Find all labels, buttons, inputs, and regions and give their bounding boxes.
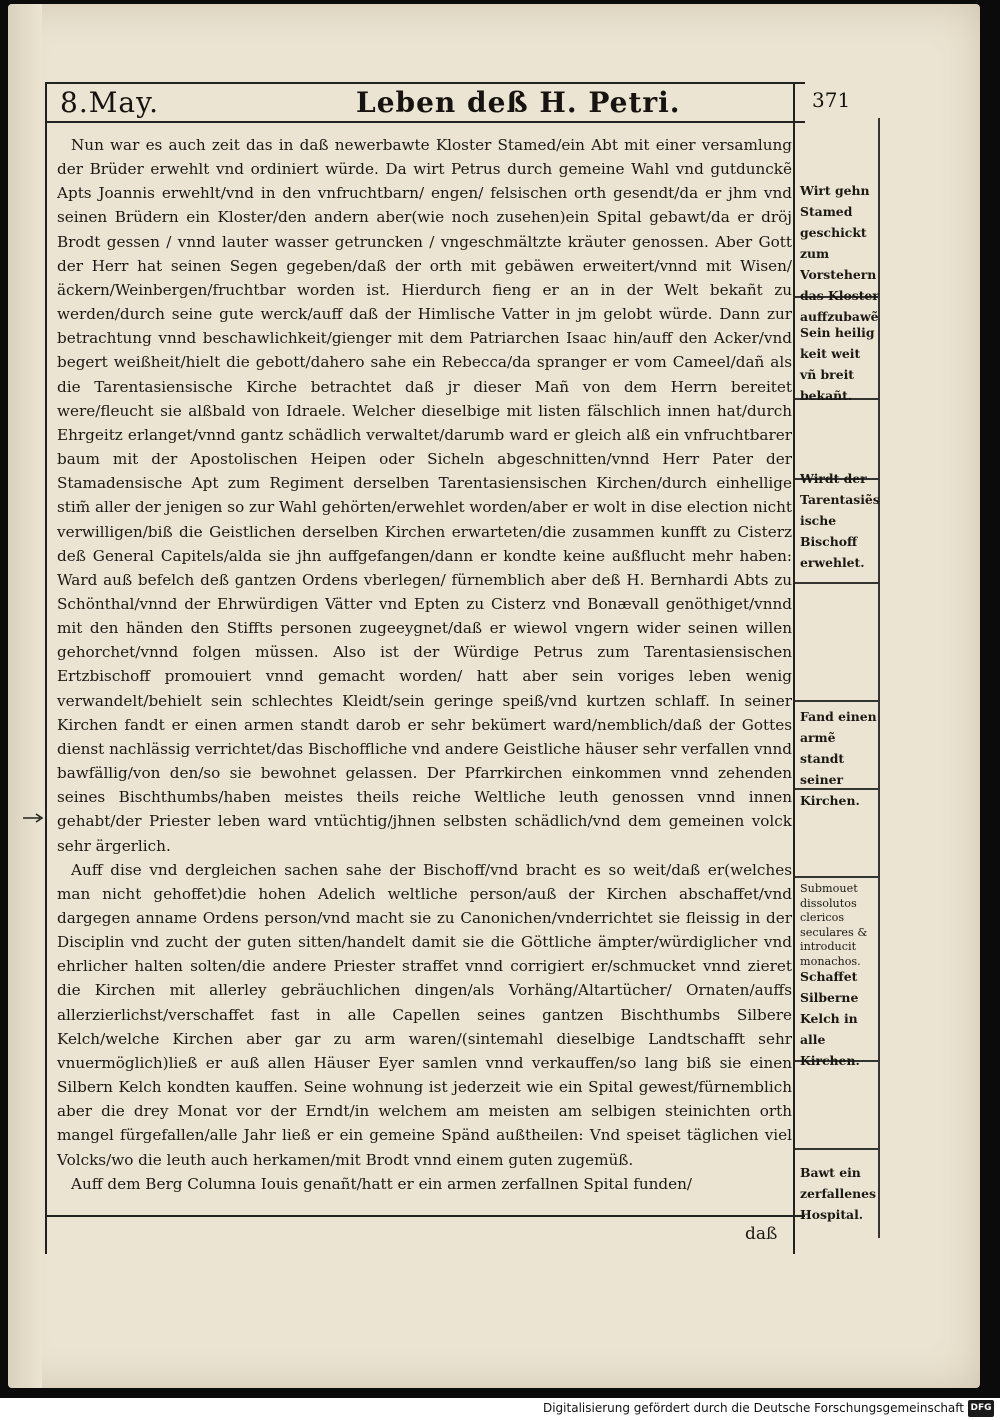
header-rule-bottom xyxy=(45,121,805,123)
dfg-logo: DFG xyxy=(968,1400,994,1417)
folio-number: 371 xyxy=(812,88,851,112)
marginal-note-latin: Submouet dissolutos clericos seculares & introducit monachos. xyxy=(800,882,868,968)
footer-bar xyxy=(0,1398,1000,1420)
marginal-note: Schaffet Silberne Kelch in alle Kirchen. xyxy=(800,969,860,1068)
page-gutter-shadow xyxy=(8,4,42,1388)
running-head-title: Leben deß H. Petri. xyxy=(356,86,681,119)
manicule-mark-icon xyxy=(22,812,46,824)
marginal-note: Wirdt der Tarentasiẽsische Bischoff erwehlet. xyxy=(800,471,880,570)
marginal-note: Wirt gehn Stamed geschickt zum Vorstehern das Kloster auffzubawẽ xyxy=(800,183,879,324)
text-frame-bottom xyxy=(45,1215,805,1217)
marginal-note: Fand einen armẽ standt seiner Kirchen. xyxy=(800,709,877,808)
catchword: daß xyxy=(745,1224,778,1244)
margin-divider xyxy=(795,876,880,878)
running-head-date: 8.May. xyxy=(60,86,160,119)
paragraph: Auff dise vnd dergleichen sachen sahe der Bischoff/vnd bracht es so weit/daß er(welches man nicht gehoffet)die hohen Adelich weltliche person/auß der Kirchen abschaffet/vnd dargegen anname Ordens person/vnd macht sie zu Canonichen/vnderrichtet sie fleissig in der Disciplin vnd zucht der guten sitten/handelt damit sie die Göttliche ämpter/würdiglicher vnd ehrlicher halten solten/die andere Priester straffet vnnd corrigiert er/schmucket vnnd zieret die Kirchen mit allerley gebräuchlichen dingen/als Vorhäng/Altartücher/ Ornaten/auffs allerzierlichst/verschaffet fast in alle Capellen seines gantzen Bischthumbs Silbere Kelch/welche Kirchen aber gar zu arm waren/(sintemahl dieselbige Landtschafft sehr vnuermöglich)ließ er auß allen Häuser Eyer samlen vnnd verkauffen/so lang biß sie einen Silbern Kelch kondten kauffen. Seine wohnung ist jederzeit wie ein Spital gewest/fürnemblich aber die drey Monat vor der Erndt/in welchem am meisten am selbigen steinichten orth mangel fürgefallen/alle Jahr ließ er ein gemeine Spänd außtheilen: Vnd speiset täglichen viel Volcks/wo die leuth auch herkamen/mit Brodt vnnd einem guten zugemüß. xyxy=(57,860,792,1169)
marginal-note: Bawt ein zerfallenes Hospital. xyxy=(800,1165,876,1222)
text-frame-right xyxy=(793,82,795,1254)
paragraph: Auff dem Berg Columna Iouis genañt/hatt er ein armen zerfallnen Spital funden/ xyxy=(71,1174,693,1193)
text-frame-left xyxy=(45,82,47,1254)
margin-divider xyxy=(795,1148,880,1150)
main-text-block xyxy=(57,133,792,1196)
marginal-note: Sein heilig keit weit vñ breit bekañt. xyxy=(800,325,875,403)
margin-divider xyxy=(795,700,880,702)
paragraph: Nun war es auch zeit das in daß newerbawte Kloster Stamed/ein Abt mit einer versamlung der Brüder erwehlt vnd ordiniert würde. Da wirt Petrus durch gemeine Wahl vnd gutdunckẽ Apts Joannis erwehlt/vnd in den vnfruchtbarn/ engen/ felsischen orth gesendt/da er jhm vnd seinen Brüdern ein Kloster/den andern aber(wie noch zusehen)ein Spital gebawt/da er dröj Brodt gessen / vnnd lauter wasser getruncken / vngeschmältzte kräuter genossen. Aber Gott der Herr hat seinen Segen gegeben/daß der orth mit gebäwen erweitert/vnnd mit Wisen/äckern/Weinbergen/fruchtbar worden ist. Hierdurch fieng er an in der Welt bekañt zu werden/durch seine gute werck/auff daß der Himlische Vatter in jm gelobt würde. Dann zur betrachtung vnnd beschawlichkeit/gienger mit dem Patriarchen Isaac hin/auff den Acker/vnd begert weißheit/hielt die gebott/dahero sahe ein Rebecca/da spranger er vom Cameel/dañ als die Tarentasiensische Kirche betrachtet daß jr dieser Mañ von dem Herrn bereitet were/fleucht sie alßbald von Idraele. Welcher dieselbige mit listen fälschlich innen hat/durch Ehrgeitz erlanget/vnnd gantz schädlich verwaltet/darumb ward er gleich alß ein vnfruchtbarer baum mit der Apostolischen Heipen oder Sicheln abgeschnitten/vnnd Herr Pater der Stamadensische Apt zum Regiment derselben Tarentasiensischen Kirchen/durch einhellige stim̃ aller der jenigen so zur Wahl gehörten/erwehlet worden/aber er wolt in dise election nicht verwilligen/biß die Geistlichen derselben Kirchen erwarteten/die zusammen kunfft zu Cisterz deß General Capitels/alda sie jhn auffgefangen/dann er kondte keine außflucht mehr haben: Ward auß befelch deß gantzen Ordens vberlegen/ fürnemblich aber deß H. Bernhardi Abts zu Schönthal/vnnd der Ehrwürdigen Vätter vnd Epten zu Cisterz vnd Bonævall genöthiget/vnnd mit den händen den Stiffts personen zugeeygnet/daß er wiewol vngern wider seinen willen gehorchet/vnnd folgen müssen. Also ist der Würdige Petrus zum Tarentasiensischen Ertzbischoff promouiert vnnd gemacht worden/ hatt aber sein voriges leben wenig verwandelt/behielt sein schlechtes Kleidt/sein geringe speiß/vnd kurtzen schlaff. In seiner Kirchen fandt er einen armen standt darob er sehr bekümert ward/nemblich/daß der Gottes dienst nachlässig verrichtet/das Bischoffliche vnd andere Geistliche häuser sehr verfallen vnnd bawfällig/von den/so sie bewohnet gelassen. Der Pfarrkirchen einkommen vnnd zehenden seines Bischthumbs/haben meistes theils reiche Weltliche leuth genossen vnnd innen gehabt/der Priester leben ward vntüchtig/jhnen selbsten schädlich/vnd dem gemeinen volck sehr ärgerlich. xyxy=(57,136,793,855)
header-rule-top xyxy=(45,82,805,84)
margin-divider xyxy=(795,582,880,584)
footer-credit: Digitalisierung gefördert durch die Deutsche Forschungsgemeinschaft xyxy=(542,1401,964,1415)
